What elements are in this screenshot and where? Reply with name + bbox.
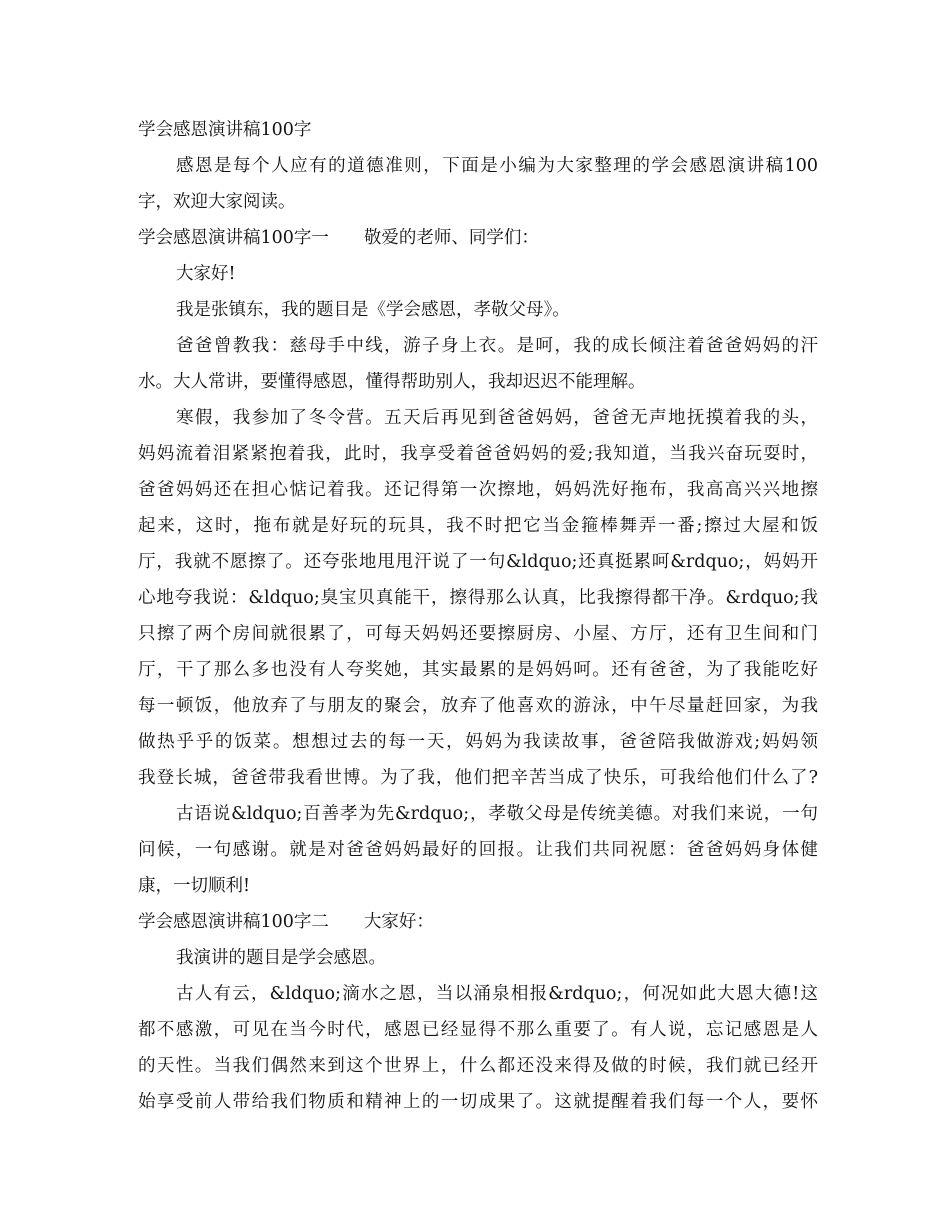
paragraph-line: 每一顿饭，他放弃了与朋友的聚会，放弃了他喜欢的游泳，中午尽量赶回家，为我: [138, 696, 818, 716]
paragraph-line: 始享受前人带给我们物质和精神上的一切成果了。这就提醒着我们每一个人，要怀: [138, 1092, 818, 1112]
section-heading: 学会感恩演讲稿100字二 大家好：: [138, 912, 434, 932]
paragraph-line: 问候，一句感谢。就是对爸爸妈妈最好的回报。让我们共同祝愿：爸爸妈妈身体健: [138, 840, 818, 860]
paragraph-line: 的天性。当我们偶然来到这个世界上，什么都还没来得及做的时候，我们就已经开: [138, 1056, 818, 1076]
paragraph-line: 只擦了两个房间就很累了，可每天妈妈还要擦厨房、小屋、方厅，还有卫生间和门: [138, 624, 818, 644]
paragraph-line: 起来，这时，拖布就是好玩的玩具，我不时把它当金箍棒舞弄一番;擦过大屋和饭: [138, 516, 818, 536]
paragraph-line: 古人有云，&ldquo;滴水之恩，当以涌泉相报&rdquo;，何况如此大恩大德!这: [176, 984, 818, 1004]
paragraph-line: 感恩是每个人应有的道德准则，下面是小编为大家整理的学会感恩演讲稿100: [176, 156, 818, 176]
paragraph-line: 我登长城，爸爸带我看世博。为了我，他们把辛苦当成了快乐，可我给他们什么了?: [138, 768, 818, 788]
paragraph-line: 厅，我就不愿擦了。还夸张地甩甩汗说了一句&ldquo;还真挺累呵&rdquo;，妈妈开: [138, 552, 818, 572]
paragraph-line: 厅，干了那么多也没有人夸奖她，其实最累的是妈妈呵。还有爸爸，为了我能吃好: [138, 660, 818, 680]
paragraph-line: 爸爸妈妈还在担心惦记着我。还记得第一次擦地，妈妈洗好拖布，我高高兴兴地擦: [138, 480, 818, 500]
paragraph-line: 做热乎乎的饭菜。想想过去的每一天，妈妈为我读故事，爸爸陪我做游戏;妈妈领: [138, 732, 818, 752]
paragraph-line: 字，欢迎大家阅读。: [138, 192, 296, 212]
paragraph-line: 古语说&ldquo;百善孝为先&rdquo;，孝敬父母是传统美德。对我们来说，一句: [176, 804, 818, 824]
paragraph-line: 我演讲的题目是学会感恩。: [176, 948, 386, 968]
paragraph-line: 妈妈流着泪紧紧抱着我，此时，我享受着爸爸妈妈的爱;我知道，当我兴奋玩耍时，: [138, 444, 818, 464]
paragraph-line: 爸爸曾教我：慈母手中线，游子身上衣。是呵，我的成长倾注着爸爸妈妈的汗: [176, 336, 818, 356]
document-page: [138, 112, 818, 1120]
paragraph-line: 都不感激，可见在当今时代，感恩已经显得不那么重要了。有人说，忘记感恩是人: [138, 1020, 818, 1040]
paragraph-line: 大家好!: [176, 264, 236, 284]
section-heading: 学会感恩演讲稿100字一 敬爱的老师、同学们：: [138, 228, 539, 248]
paragraph-line: 康，一切顺利!: [138, 876, 251, 896]
paragraph-line: 寒假，我参加了冬令营。五天后再见到爸爸妈妈，爸爸无声地抚摸着我的头，: [176, 408, 818, 428]
document-title: 学会感恩演讲稿100字: [138, 120, 312, 140]
paragraph-line: 我是张镇东，我的题目是《学会感恩，孝敬父母》。: [176, 300, 570, 320]
paragraph-line: 心地夸我说：&ldquo;臭宝贝真能干，擦得那么认真，比我擦得都干净。&rdquo;我: [138, 588, 818, 608]
paragraph-line: 水。大人常讲，要懂得感恩，懂得帮助别人，我却迟迟不能理解。: [138, 372, 646, 392]
